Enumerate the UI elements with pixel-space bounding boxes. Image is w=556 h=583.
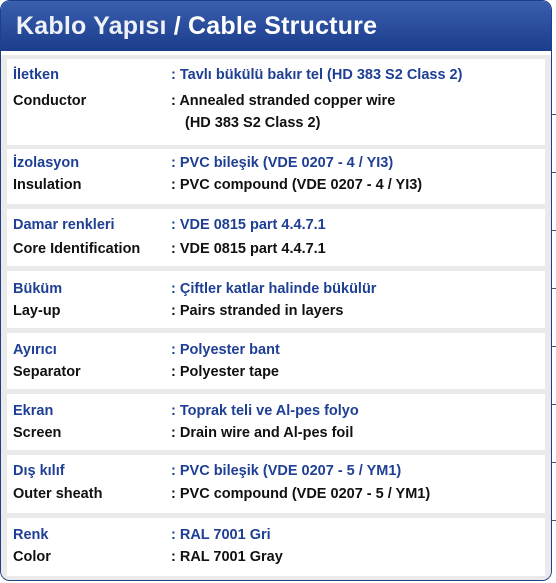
- spec-value-tr: : Tavlı bükülü bakır tel (HD 383 S2 Class 2): [171, 67, 463, 83]
- spec-label-tr: İzolasyon: [13, 155, 80, 171]
- spec-label-en: Screen: [13, 425, 62, 441]
- spec-line-en: [13, 364, 279, 380]
- spec-row-insulation: [7, 149, 545, 204]
- spec-row-color: [7, 518, 545, 576]
- spec-line-tr: [13, 217, 326, 233]
- edge-tick: [552, 172, 556, 173]
- spec-label-tr: Ekran: [13, 403, 54, 419]
- spec-line-tr: [13, 67, 463, 83]
- title-english: Cable Structure: [188, 12, 378, 40]
- spec-line-tr: [13, 342, 280, 358]
- spec-label-tr: Dış kılıf: [13, 463, 65, 479]
- spec-row-core-identification: [7, 209, 545, 266]
- edge-tick: [552, 346, 556, 347]
- spec-row-separator: [7, 333, 545, 389]
- spec-value-en: : Drain wire and Al-pes foil: [171, 425, 354, 441]
- spec-value-tr: : Toprak teli ve Al-pes folyo: [171, 403, 359, 419]
- spec-value-en: : Annealed stranded copper wire: [171, 93, 396, 109]
- spec-label-en: Separator: [13, 364, 81, 380]
- spec-label-tr: Damar renkleri: [13, 217, 115, 233]
- spec-label-en: Insulation: [13, 177, 82, 193]
- spec-table: [1, 55, 551, 580]
- right-edge-tick-marks: [552, 54, 556, 583]
- spec-value-tr: : PVC bileşik (VDE 0207 - 4 / YI3): [171, 155, 394, 171]
- spec-row-outer-sheath: [7, 455, 545, 513]
- spec-value-tr: : RAL 7001 Gri: [171, 527, 271, 543]
- title-turkish: Kablo Yapısı: [16, 12, 167, 40]
- spec-line-en: [13, 486, 431, 502]
- title-separator: /: [166, 12, 189, 40]
- spec-row-conductor: [7, 59, 545, 145]
- spec-row-lay-up: [7, 271, 545, 328]
- spec-line-en: [13, 425, 354, 441]
- spec-line-tr: [13, 403, 359, 419]
- spec-value-en: : PVC compound (VDE 0207 - 5 / YM1): [171, 486, 431, 502]
- spec-value-tr: : Polyester bant: [171, 342, 280, 358]
- spec-line-en: [13, 549, 283, 565]
- spec-line-tr: [13, 463, 402, 479]
- spec-label-tr: İletken: [13, 67, 59, 83]
- spec-row-screen: [7, 394, 545, 450]
- spec-line-en: [13, 241, 326, 257]
- spec-label-en: Conductor: [13, 93, 87, 109]
- edge-tick: [552, 404, 556, 405]
- spec-value-en: : RAL 7001 Gray: [171, 549, 283, 565]
- spec-line-en: [13, 93, 396, 109]
- spec-label-en: Outer sheath: [13, 486, 103, 502]
- edge-tick: [552, 230, 556, 231]
- spec-value-en: : PVC compound (VDE 0207 - 4 / YI3): [171, 177, 423, 193]
- spec-line-en: [13, 303, 344, 319]
- spec-label-tr: Büküm: [13, 281, 63, 297]
- spec-value-tr: : VDE 0815 part 4.4.7.1: [171, 217, 326, 233]
- edge-tick: [552, 520, 556, 521]
- spec-value-en: : Polyester tape: [171, 364, 279, 380]
- spec-value-en: : Pairs stranded in layers: [171, 303, 344, 319]
- spec-label-en: Color: [13, 549, 51, 565]
- spec-value-tr: : PVC bileşik (VDE 0207 - 5 / YM1): [171, 463, 402, 479]
- spec-label-tr: Renk: [13, 527, 49, 543]
- spec-value-tr: : Çiftler katlar halinde bükülür: [171, 281, 377, 297]
- edge-tick: [552, 114, 556, 115]
- card-title: [1, 1, 551, 51]
- spec-value-en: : VDE 0815 part 4.4.7.1: [171, 241, 326, 257]
- edge-tick: [552, 288, 556, 289]
- edge-tick: [552, 462, 556, 463]
- spec-line-en: [13, 177, 423, 193]
- spec-value-en-continued: (HD 383 S2 Class 2): [185, 115, 321, 131]
- spec-line-tr: [13, 527, 271, 543]
- spec-label-tr: Ayırıcı: [13, 342, 57, 358]
- spec-line-tr: [13, 155, 394, 171]
- spec-label-en: Core Identification: [13, 241, 141, 257]
- spec-line-tr: [13, 281, 377, 297]
- spec-label-en: Lay-up: [13, 303, 61, 319]
